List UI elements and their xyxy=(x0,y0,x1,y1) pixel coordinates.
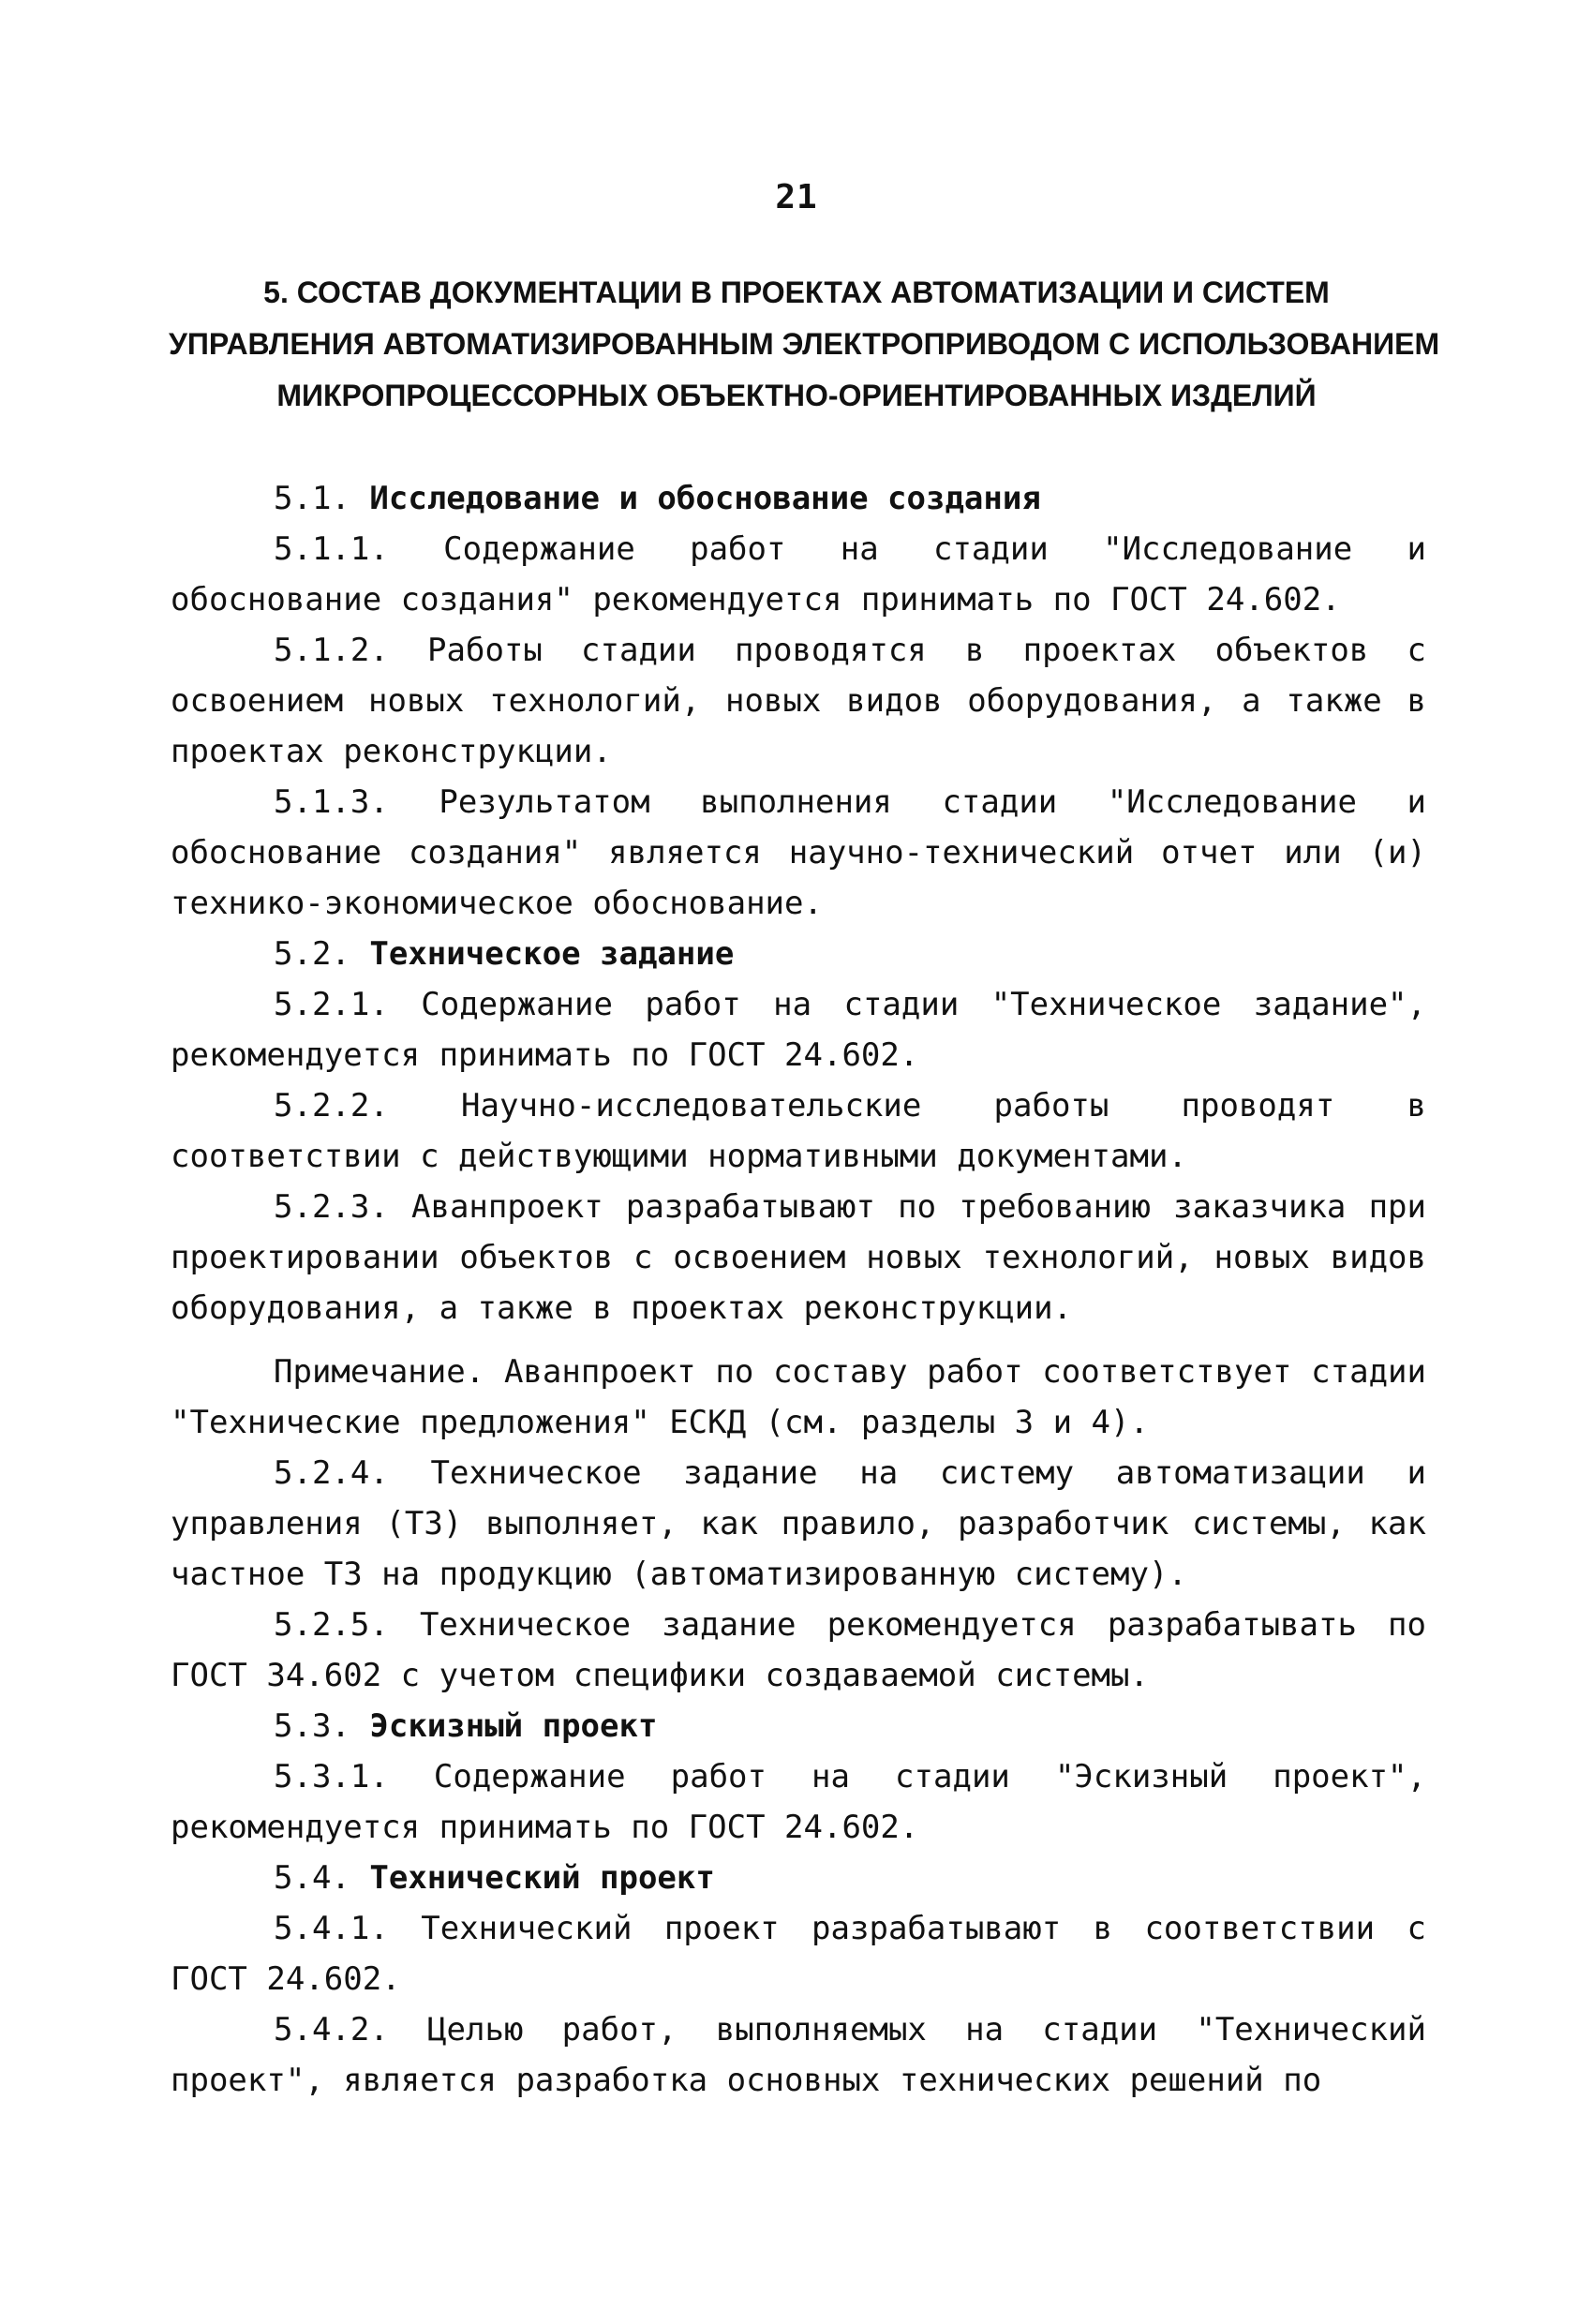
paragraph-number: 5.4.2. xyxy=(274,2011,389,2048)
paragraph-text: Содержание работ на стадии "Исследование и обоснование создания" рекомендуется принимать по ГОСТ 24.602. xyxy=(171,530,1426,618)
paragraph xyxy=(171,777,1426,929)
paragraph-number: 5.2.5. xyxy=(274,1606,389,1644)
paragraph-text: Эскизный проект xyxy=(369,1707,658,1745)
note-paragraph xyxy=(171,1347,1426,1448)
paragraph-number: 5.2.4. xyxy=(274,1454,389,1492)
paragraph-number: 5.1.2. xyxy=(274,632,389,669)
paragraph xyxy=(171,979,1426,1080)
paragraph xyxy=(171,1903,1426,2004)
document-body xyxy=(171,473,1426,2106)
section-heading-line: 5. СОСТАВ ДОКУМЕНТАЦИИ В ПРОЕКТАХ АВТОМАТИЗАЦИИ И СИСТЕМ xyxy=(263,276,1330,309)
paragraph-text: Работы стадии проводятся в проектах объектов с освоением новых технологий, новых видов оборудования, а также в проектах реконструкции. xyxy=(171,632,1426,770)
paragraph-text: Содержание работ на стадии "Эскизный проект", рекомендуется принимать по ГОСТ 24.602. xyxy=(171,1758,1426,1846)
section-heading xyxy=(169,267,1440,422)
paragraph-number: 5.4. xyxy=(274,1859,350,1897)
paragraph-text: Технический проект разрабатывают в соответствии с ГОСТ 24.602. xyxy=(171,1910,1426,1998)
page-number: 21 xyxy=(775,178,818,216)
paragraph-number: 5.1. xyxy=(274,480,350,517)
paragraph-text: Исследование и обоснование создания xyxy=(369,480,1041,517)
paragraph xyxy=(171,625,1426,777)
paragraph-text: Научно-исследовательские работы проводят в соответствии с действующими нормативными документами. xyxy=(171,1087,1426,1175)
paragraph-number: 5.1.3. xyxy=(274,783,389,821)
paragraph xyxy=(171,1701,1426,1751)
paragraph-number: 5.2. xyxy=(274,935,350,973)
paragraph-number: 5.2.2. xyxy=(274,1087,389,1125)
paragraph xyxy=(171,1080,1426,1182)
paragraph xyxy=(171,1751,1426,1853)
paragraph-text: Аванпроект по составу работ соответствует стадии "Технические предложения" ЕСКД (см. разделы 3 и 4). xyxy=(171,1353,1426,1441)
paragraph-number: 5.2.1. xyxy=(274,986,389,1023)
section-heading-line: УПРАВЛЕНИЯ АВТОМАТИЗИРОВАННЫМ ЭЛЕКТРОПРИВОДОМ С ИСПОЛЬЗОВАНИЕМ xyxy=(169,327,1440,361)
paragraph xyxy=(171,524,1426,625)
paragraph xyxy=(171,929,1426,979)
paragraph-text: Аванпроект разрабатывают по требованию заказчика при проектировании объектов с освоением новых технологий, новых видов оборудования, а также в проектах реконструкции. xyxy=(171,1188,1426,1327)
paragraph xyxy=(171,1448,1426,1600)
paragraph-number: 5.3. xyxy=(274,1707,350,1745)
paragraph xyxy=(171,473,1426,524)
paragraph-text: Технический проект xyxy=(369,1859,715,1897)
paragraph-text: Результатом выполнения стадии "Исследование и обоснование создания" является научно-технический отчет или (и) технико-экономическое обоснование. xyxy=(171,783,1426,922)
note-label: Примечание. xyxy=(274,1353,485,1391)
paragraph xyxy=(171,2004,1426,2106)
paragraph xyxy=(171,1182,1426,1333)
paragraph-text: Содержание работ на стадии "Техническое задание", рекомендуется принимать по ГОСТ 24.602. xyxy=(171,986,1426,1074)
paragraph-number: 5.2.3. xyxy=(274,1188,389,1226)
paragraph xyxy=(171,1853,1426,1903)
paragraph-text: Техническое задание xyxy=(369,935,735,973)
paragraph-text: Техническое задание рекомендуется разрабатывать по ГОСТ 34.602 с учетом специфики создаваемой системы. xyxy=(171,1606,1426,1694)
paragraph-number: 5.1.1. xyxy=(274,530,389,568)
paragraph-text: Целью работ, выполняемых на стадии "Технический проект", является разработка основных технических решений по xyxy=(171,2011,1426,2099)
paragraph-text: Техническое задание на систему автоматизации и управления (ТЗ) выполняет, как правило, разработчик системы, как частное ТЗ на продукцию (автоматизированную систему). xyxy=(171,1454,1426,1593)
paragraph-number: 5.3.1. xyxy=(274,1758,389,1795)
paragraph xyxy=(171,1600,1426,1701)
section-heading-line: МИКРОПРОЦЕССОРНЫХ ОБЪЕКТНО-ОРИЕНТИРОВАННЫХ ИЗДЕЛИЙ xyxy=(276,379,1317,412)
paragraph-number: 5.4.1. xyxy=(274,1910,389,1947)
